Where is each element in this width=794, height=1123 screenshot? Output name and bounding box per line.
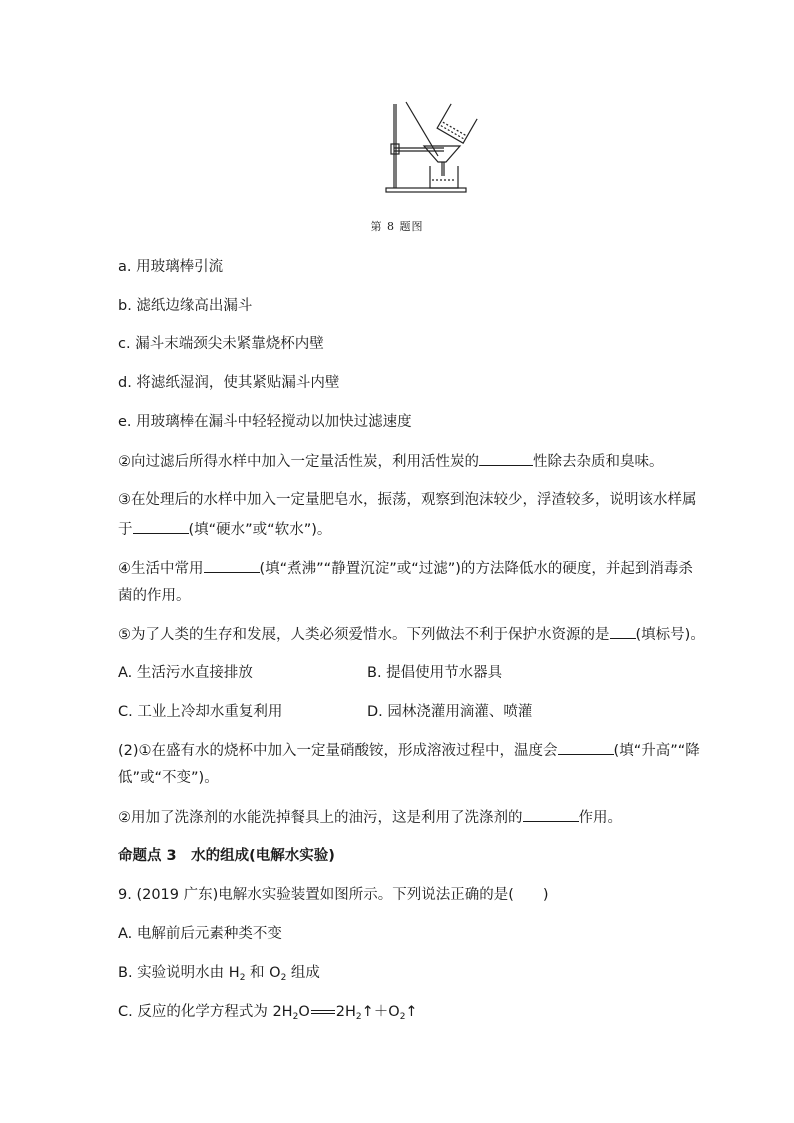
answer-blank[interactable]	[204, 558, 260, 573]
option-B-text: B. 实验说明水由 H	[118, 965, 240, 981]
question-2	[118, 451, 664, 472]
question-5-text: ⑤为了人类的生存和发展，人类必须爱惜水。下列做法不利于保护水资源的是	[118, 627, 610, 643]
part-2-tail: (填“升高”“降	[613, 743, 700, 759]
pouring-beaker	[437, 104, 477, 143]
question-5	[118, 624, 705, 645]
oxygen-symbol: O	[298, 1004, 310, 1020]
option-e: e. 用玻璃棒在漏斗中轻轻搅动以加快过滤速度	[118, 414, 412, 430]
oxygen-term: ↑＋O	[361, 1004, 400, 1020]
question-9-option-B	[118, 963, 320, 983]
question-9-option-A: A. 电解前后元素种类不变	[118, 926, 282, 942]
question-4-line-1	[118, 558, 693, 579]
question-5-tail: (填标号)。	[635, 627, 705, 643]
option-b: b. 滤纸边缘高出漏斗	[118, 298, 253, 314]
part-2-q2-tail: 作用。	[578, 810, 622, 826]
subscript: 2	[355, 1012, 362, 1022]
option-a: a. 用玻璃棒引流	[118, 259, 224, 275]
subscript: 2	[280, 973, 287, 983]
question-3-tail: (填“硬水”或“软水”)。	[188, 522, 332, 538]
part-2-text: (2)①在盛有水的烧杯中加入一定量硝酸铵，形成溶液过程中，温度会	[118, 743, 558, 759]
question-3-line-1: ③在处理后的水样中加入一定量肥皂水，振荡，观察到泡沫较少，浮渣较多，说明该水样属	[118, 492, 697, 508]
option-B-mid: 和 O	[245, 965, 281, 981]
subscript: 2	[292, 1012, 299, 1022]
question-3-line-2	[118, 519, 331, 540]
question-2-text: ②向过滤后所得水样中加入一定量活性炭，利用活性炭的	[118, 454, 479, 470]
hydrogen-term: 2H	[335, 1004, 356, 1020]
part-2-question-2	[118, 807, 622, 828]
question-9-option-C	[118, 1002, 418, 1022]
option-d: d. 将滤纸湿润，使其紧贴漏斗内壁	[118, 375, 340, 391]
stand-base	[386, 188, 466, 192]
question-4-line-2: 菌的作用。	[118, 588, 191, 604]
figure-caption: 第 8 题图	[370, 220, 424, 233]
question-2-tail: 性除去杂质和臭味。	[533, 454, 664, 470]
question-3-prefix: 于	[118, 522, 133, 538]
option-D: D. 园林浇灌用滴灌、喷灌	[367, 704, 533, 720]
answer-blank[interactable]	[523, 807, 579, 822]
section-title: 命题点 3 水的组成(电解水实验)	[118, 848, 335, 864]
question-4-tail: (填“煮沸”“静置沉淀”或“过滤”)的方法降低水的硬度，并起到消毒杀	[259, 561, 693, 577]
filtration-apparatus-figure	[384, 96, 488, 198]
option-C-text: C. 反应的化学方程式为 2H	[118, 1004, 293, 1020]
option-B: B. 提倡使用节水器具	[367, 665, 503, 681]
subscript: 2	[399, 1012, 406, 1022]
option-A: A. 生活污水直接排放	[118, 665, 253, 681]
answer-blank[interactable]	[479, 451, 533, 466]
subscript: 2	[239, 973, 246, 983]
option-B-tail: 组成	[286, 965, 320, 981]
question-9-stem: 9. (2019 广东)电解水实验装置如图所示。下列说法正确的是( )	[118, 887, 549, 903]
part-2-line-2: 低”或“不变”)。	[118, 770, 219, 786]
part-2-line-1	[118, 740, 700, 761]
answer-blank[interactable]	[610, 624, 636, 639]
answer-blank[interactable]	[558, 740, 614, 755]
option-C: C. 工业上冷却水重复利用	[118, 704, 283, 720]
gas-arrow: ↑	[405, 1004, 418, 1020]
answer-blank[interactable]	[133, 519, 189, 534]
option-c: c. 漏斗末端颈尖未紧靠烧杯内壁	[118, 336, 324, 352]
question-4-prefix: ④生活中常用	[118, 561, 204, 577]
part-2-q2-text: ②用加了洗涤剂的水能洗掉餐具上的油污，这是利用了洗涤剂的	[118, 810, 523, 826]
filtration-apparatus-drawing	[384, 96, 488, 198]
equation-equals-sign	[311, 1010, 335, 1014]
